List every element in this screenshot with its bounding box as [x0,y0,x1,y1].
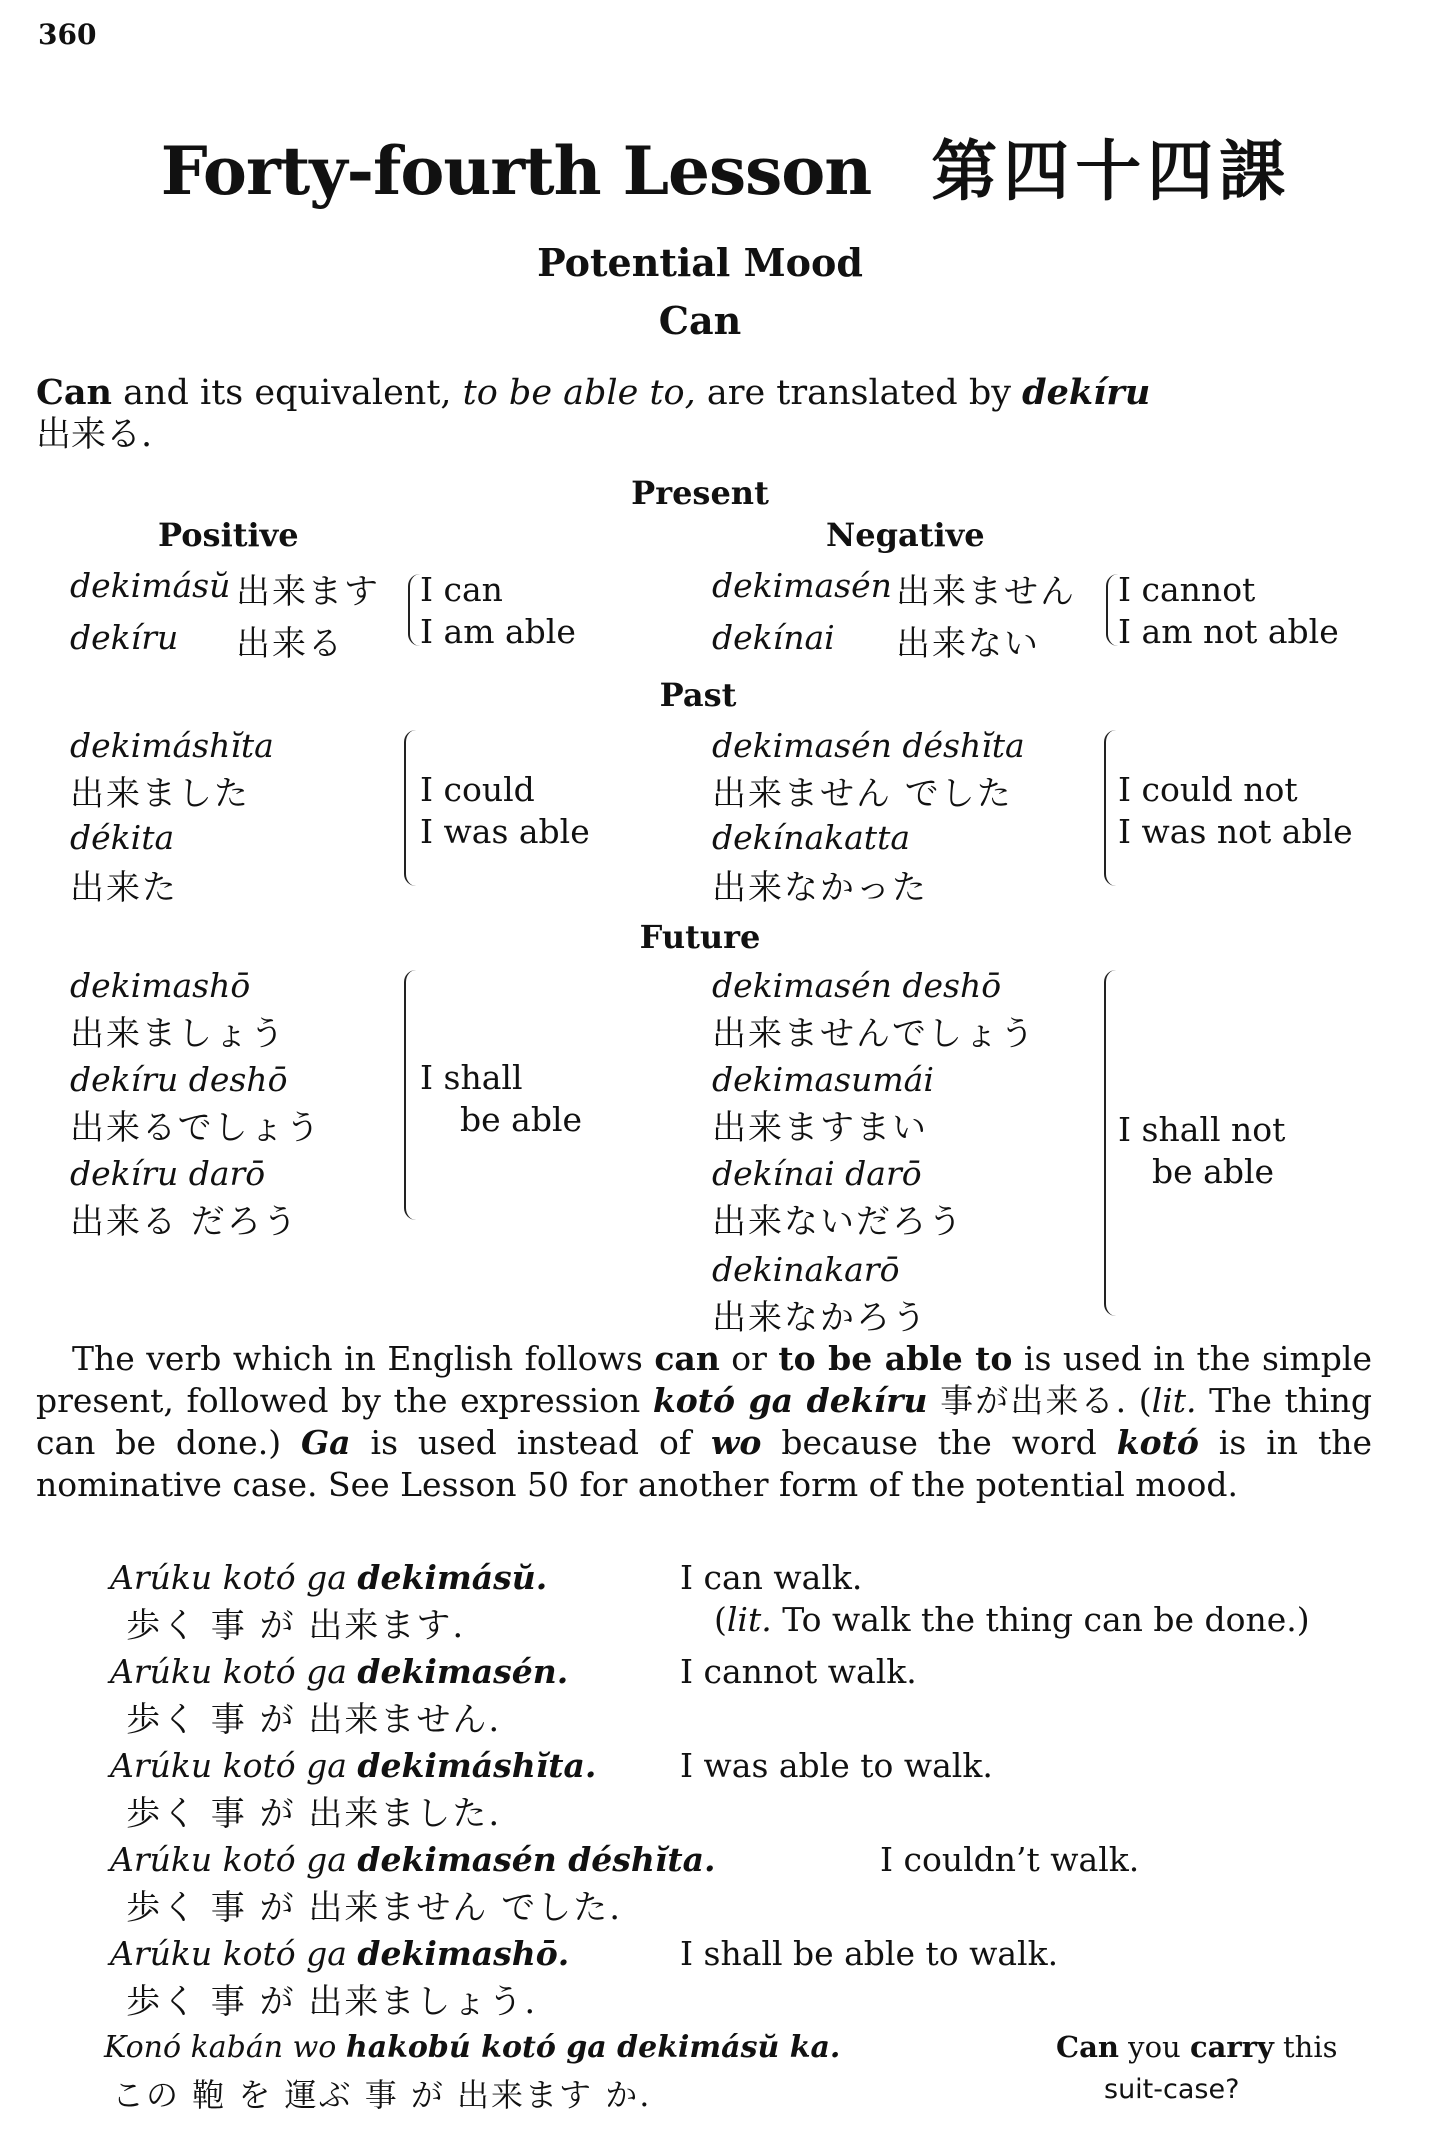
future-pos-en2: be able [460,1100,583,1139]
expl-text-3: ( [1126,1381,1152,1420]
example-6-en-you: you [1118,2030,1190,2064]
expl-lit: lit. [1151,1381,1197,1420]
present-neg2-jp: 出来ない [896,624,1040,664]
lesson-title-jp: 第四十四課 [931,132,1292,210]
example-3-verb: dekimáshĭta. [357,1746,597,1785]
present-pos-brace [408,574,420,646]
example-3-en: I was able to walk. [680,1746,993,1785]
present-neg-en2: I am not able [1118,612,1339,651]
present-pos2-jp: 出来る [236,624,344,664]
future-pos2-romaji: dekíru deshō [70,1060,288,1099]
intro-dekiru: dekíru [1022,372,1151,413]
present-pos2-romaji: dekíru [70,618,179,657]
future-pos3-romaji: dekíru darō [70,1154,266,1193]
intro-text-2: are translated by [695,373,1023,413]
example-5-en: I shall be able to walk. [680,1934,1059,1973]
example-4-romaji: Arúku kotó ga [110,1840,347,1879]
example-4-en: I couldn’t walk. [880,1840,1140,1879]
intro-paragraph [36,372,1372,456]
past-pos2-romaji: dékita [70,818,175,857]
future-neg3-jp: 出来ないだろう [712,1202,964,1242]
expl-text-4: The thing can be done.) [36,1381,1372,1462]
example-2-romaji: Arúku kotó ga [110,1652,347,1691]
past-neg2-romaji: dekínakatta [712,818,910,857]
example-6-romaji: Konó kabán wo [104,2030,337,2065]
past-neg-en1: I could not [1118,770,1298,809]
example-6-en-can: Can [1056,2030,1119,2064]
expl-text-5: is used instead of [350,1423,711,1462]
section-title: Potential Mood [537,240,863,285]
expl-koto: kotó ga dekíru [652,1381,928,1420]
example-3-jp: 歩く 事 が 出来ました. [126,1794,502,1834]
past-neg1-jp: 出来ません でした [712,774,1013,814]
past-neg-en2: I was not able [1118,812,1353,851]
example-6-en-this: this [1273,2030,1338,2064]
example-1-literal [714,1600,1310,1639]
expl-can: can [654,1339,720,1378]
example-1-literal-paren: ( [714,1600,727,1639]
expl-able: to be able to [778,1339,1013,1378]
example-6-en-carry: carry [1189,2030,1274,2064]
example-2-jp: 歩く 事 が 出来ません. [126,1700,502,1740]
example-2-en: I cannot walk. [680,1652,917,1691]
example-6-verb: hakobú kotó ga dekimásŭ ka. [345,2030,841,2065]
intro-italic: to be able to, [462,373,696,413]
present-neg2-romaji: dekínai [712,618,835,657]
example-6-en [1056,2030,1338,2064]
future-pos2-jp: 出来るでしょう [70,1108,322,1148]
future-pos3-jp: 出来る だろう [70,1202,299,1242]
present-neg1-romaji: dekimasén [712,566,892,605]
present-pos1-jp: 出来ます [236,572,380,612]
future-neg1-jp: 出来ませんでしょう [712,1014,1036,1054]
expl-text-2: is used in the simple present, followed by the expression [36,1339,1372,1420]
example-5-jp: 歩く 事 が 出来ましょう. [126,1982,538,2022]
expl-text-7: is in the nominative case. See Lesson 50 for another form of the potential mood. [36,1423,1372,1504]
example-2-verb: dekimasén. [357,1652,569,1691]
lesson-title-en: Forty-fourth Lesson [160,132,872,210]
past-pos-en1: I could [420,770,535,809]
future-neg-en1: I shall not [1118,1110,1286,1149]
page-number: 360 [38,18,97,51]
future-neg4-romaji: dekinakarō [712,1250,900,1289]
future-pos-brace [404,970,416,1220]
future-neg-brace [1104,970,1116,1316]
past-neg-brace [1104,730,1116,886]
present-neg-brace [1106,574,1118,646]
past-pos-brace [404,730,416,886]
future-neg3-romaji: dekínai darō [712,1154,922,1193]
future-neg2-romaji: dekimasumái [712,1060,934,1099]
example-5-verb: dekimashō. [357,1934,570,1973]
present-pos-en1: I can [420,570,503,609]
past-neg1-romaji: dekimasén déshĭta [712,726,1025,765]
intro-jp: 出来る. [36,415,153,455]
future-pos1-romaji: dekimashō [70,966,251,1005]
expl-koto2: kotó [1116,1423,1199,1462]
lesson-title [0,118,1452,213]
expl-wo: wo [710,1423,762,1462]
example-5-romaji: Arúku kotó ga [110,1934,347,1973]
example-1-romaji: Arúku kotó ga [110,1558,347,1597]
example-1-literal-text: To walk the thing can be done.) [771,1600,1310,1639]
example-4-jp: 歩く 事 が 出来ません でした. [126,1888,623,1928]
example-6-jp: この 鞄 を 運ぶ 事 が 出来ます か. [112,2076,652,2114]
example-4-verb: dekimasén déshĭta. [357,1840,716,1879]
example-6-en-line2: suit-case? [1104,2074,1240,2105]
example-3-romaji: Arúku kotó ga [110,1746,347,1785]
past-heading: Past [659,676,737,714]
past-pos2-jp: 出来た [70,868,178,908]
example-1-literal-lit: lit. [726,1600,772,1639]
future-heading: Future [639,918,761,956]
example-1-en: I can walk. [680,1558,863,1597]
negative-heading: Negative [826,516,985,554]
future-pos-en1: I shall [420,1058,523,1097]
future-neg1-romaji: dekimasén deshō [712,966,1002,1005]
expl-ga: Ga [301,1423,351,1462]
present-neg1-jp: 出来ません [896,572,1076,612]
expl-or: or [719,1339,779,1378]
future-neg2-jp: 出来ますまい [712,1108,928,1148]
past-neg2-jp: 出来なかった [712,868,928,908]
future-neg4-jp: 出来なかろう [712,1298,928,1338]
future-neg-en2: be able [1152,1152,1275,1191]
future-pos1-jp: 出来ましょう [70,1014,286,1054]
present-pos-en2: I am able [420,612,576,651]
present-pos1-romaji: dekimásŭ [70,566,231,605]
positive-heading: Positive [158,516,299,554]
intro-can: Can [36,372,112,413]
present-heading: Present [631,474,769,512]
expl-jp: 事が出来る. [927,1381,1127,1420]
intro-text-1: and its equivalent, [111,373,463,413]
expl-text-6: because the word [761,1423,1117,1462]
past-pos1-jp: 出来ました [70,774,250,814]
present-neg-en1: I cannot [1118,570,1256,609]
past-pos1-romaji: dekimáshĭta [70,726,274,765]
example-1-jp: 歩く 事 が 出来ます. [126,1606,466,1646]
past-pos-en2: I was able [420,812,590,851]
expl-text-1: The verb which in English follows [72,1339,655,1378]
section-subtitle: Can [658,298,742,343]
example-1-verb: dekimásŭ. [357,1558,548,1597]
explanation-paragraph [36,1338,1372,1506]
